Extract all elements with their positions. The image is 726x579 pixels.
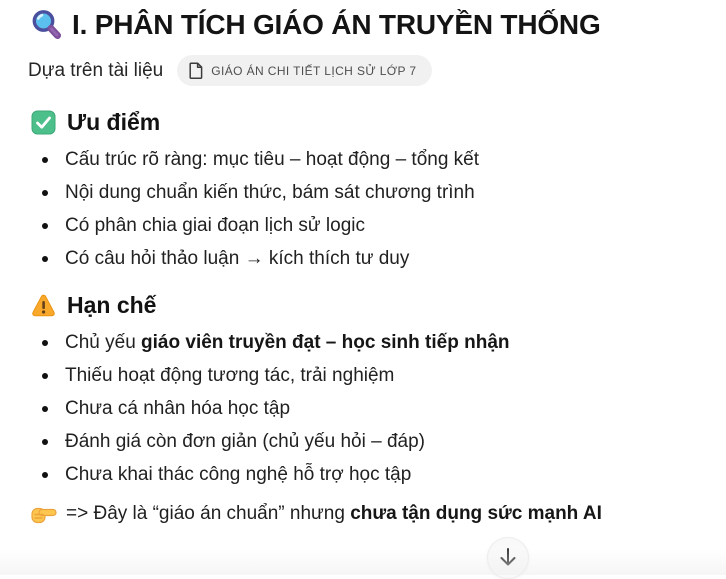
magnifier-icon [30,8,63,43]
source-document-name: GIÁO ÁN CHI TIẾT LỊCH SỬ LỚP 7 [211,63,417,78]
text: Đánh giá còn đơn giản (chủ yếu hỏi – đáp) [65,431,425,452]
list-item [41,330,706,355]
text: => Đây là “giáo án chuẩn” nhưng [66,503,351,524]
page-title: I. PHÂN TÍCH GIÁO ÁN TRUYỀN THỐNG [72,9,601,40]
list-item [41,180,706,205]
down-arrow-icon [498,547,518,569]
document-icon [189,62,203,79]
pointing-right-icon [30,502,57,526]
text: Có câu hỏi thảo luận → kích thích tư duy [65,248,410,269]
bottom-fade [0,549,726,575]
limitations-list [28,330,706,487]
conclusion-text [66,503,602,525]
warning-icon [31,294,56,317]
bold-text: giáo viên truyền đạt – học sinh tiếp nhận [141,332,510,353]
source-row [28,55,706,86]
conclusion-row [30,502,706,526]
page-header [30,0,706,51]
list-item [41,363,706,388]
limitations-heading-row [31,292,706,319]
list-item [41,396,706,421]
source-document-chip[interactable] [177,55,431,86]
text: Chủ yếu [65,332,142,353]
bold-text: chưa tận dụng sức mạnh AI [350,503,602,524]
list-item [41,246,706,271]
text: Thiếu hoạt động tương tác, trải nghiệm [65,365,395,386]
limitations-heading: Hạn chế [67,292,157,318]
source-label: Dựa trên tài liệu [28,59,164,81]
list-item [41,213,706,238]
list-item [41,462,706,487]
check-icon [31,110,56,135]
text: Nội dung chuẩn kiến thức, bám sát chương trình [65,182,475,203]
advantages-heading-row [31,109,706,136]
list-item [41,147,706,172]
text: Cấu trúc rõ ràng: mục tiêu – hoạt động – tổng kết [65,149,480,170]
scroll-down-button[interactable] [487,537,529,579]
text: Có phân chia giai đoạn lịch sử logic [65,215,366,236]
text: Chưa cá nhân hóa học tập [65,398,291,419]
advantages-heading: Ưu điểm [67,109,161,135]
text: Chưa khai thác công nghệ hỗ trợ học tập [65,464,412,485]
list-item [41,429,706,454]
advantages-list [28,147,706,271]
